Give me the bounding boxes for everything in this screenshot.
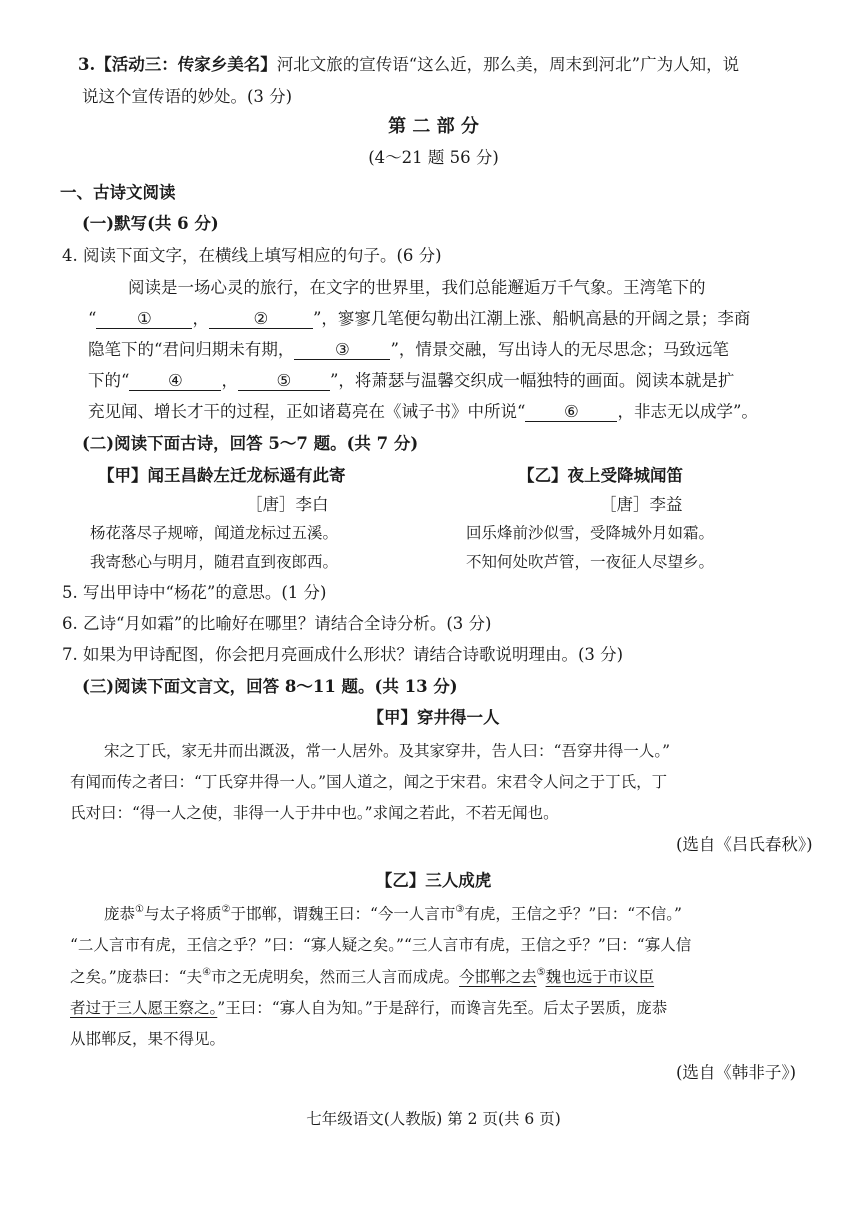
poem-a-author: ［唐］李白 [246,495,329,514]
text-a-source: (选自《吕氏春秋》) [676,835,813,854]
part2-subtitle: (4～21 题 56 分) [368,148,499,167]
blank-3[interactable]: ③ [294,339,390,360]
poem-b-line2: 不知何处吹芦管，一夜征人尽望乡。 [466,553,715,571]
q3-text: 河北文旅的宣传语“这么近，那么美，周末到河北”广为人知，说 [276,55,740,74]
q4-line4: 下的“ ④ ， ⑤ ”，将萧瑟与温馨交织成一幅独特的画面。阅读本就是扩 [88,371,735,390]
q6: 6. 乙诗“月如霜”的比喻好在哪里？请结合全诗分析。(3 分) [62,614,492,633]
poem-b-author: ［唐］李益 [600,495,683,514]
text-a-title: 【甲】穿井得一人 [367,708,500,727]
footnote-1: ① [135,904,144,915]
blank-1[interactable]: ① [96,308,192,329]
q7: 7. 如果为甲诗配图，你会把月亮画成什么形状？请结合诗歌说明理由。(3 分) [62,645,624,664]
sub3-title: (三)阅读下面文言文，回答 8～11 题。(共 13 分) [82,677,458,696]
q5: 5. 写出甲诗中“杨花”的意思。(1 分) [62,583,327,602]
blank-4[interactable]: ④ [129,370,221,391]
footnote-4: ④ [202,967,212,978]
q3-line2: 说这个宣传语的妙处。(3 分) [82,87,293,106]
underlined-sentence-part3: 者过于三人愿王察之。 [70,999,218,1017]
text-b-line5: 从邯郸反，果不得见。 [70,1030,226,1048]
text-a-line2: 有闻而传之者曰：“丁氏穿井得一人。”国人道之，闻之于宋君。宋君令人问之于丁氏，丁 [70,773,668,791]
blank-5[interactable]: ⑤ [238,370,330,391]
text-b-line4: 者过于三人愿王察之。”王曰：“寡人自为知。”于是辞行，而谗言先至。后太子罢质，庞恭 [70,999,668,1017]
q4-line3: 隐笔下的“君问归期未有期， ③ ”，情景交融，写出诗人的无尽思念；马致远笔 [88,340,729,359]
footnote-3: ③ [455,904,465,915]
poem-a-line1: 杨花落尽子规啼，闻道龙标过五溪。 [90,524,339,542]
q3-line1 [78,54,739,76]
text-b-source: (选自《韩非子》) [676,1063,797,1082]
page-footer: 七年级语文(人教版) 第 2 页(共 6 页) [306,1110,561,1128]
text-b-title: 【乙】三人成虎 [375,871,492,890]
poem-a-title: 【甲】闻王昌龄左迁龙标遥有此寄 [98,466,346,485]
underlined-sentence-part2: 魏也远于市议臣 [545,968,655,986]
text-b-line2: “二人言市有虎，王信之乎？”曰：“寡人疑之矣。”“三人言市有虎，王信之乎？”曰：“寡人信 [70,936,692,954]
text-a-line3: 氏对曰：“得一人之使，非得一人于井中也。”求闻之若此，不若无闻也。 [70,804,559,822]
sub2-title: (二)阅读下面古诗，回答 5～7 题。(共 7 分) [82,434,419,453]
text-b-line3: 之矣。”庞恭曰：“夫④市之无虎明矣，然而三人言而成虎。今邯郸之去⑤魏也远于市议臣 [70,967,655,986]
blank-6[interactable]: ⑥ [525,401,617,422]
poem-a-line2: 我寄愁心与明月，随君直到夜郎西。 [90,553,339,571]
q4-line5: 充见闻、增长才干的过程，正如诸葛亮在《诫子书》中所说“ ⑥ ，非志无以成学”。 [88,402,758,421]
activity-tag: 3.【活动三：传家乡美名】 [78,55,277,74]
text-b-line1: 庞恭①与太子将质②于邯郸，谓魏王曰：“今一人言市③有虎，王信之乎？”曰：“不信。” [104,904,682,923]
footnote-2: ② [221,904,231,915]
part2-title: 第 二 部 分 [388,116,479,137]
poem-b-title: 【乙】夜上受降城闻笛 [518,466,683,485]
poem-b-line1: 回乐烽前沙似雪，受降城外月如霜。 [466,524,715,542]
q4-stem: 4. 阅读下面文字，在横线上填写相应的句子。(6 分) [62,246,442,265]
footnote-5: ⑤ [536,967,546,978]
q4-line2: “ ① ， ② ”，寥寥几笔便勾勒出江潮上涨、船帆高悬的开阔之景；李商 [88,309,751,328]
underlined-sentence-part1: 今邯郸之去 [459,968,537,986]
blank-2[interactable]: ② [209,308,313,329]
section1-title: 一、古诗文阅读 [60,183,176,202]
sub1-title: (一)默写(共 6 分) [82,214,219,233]
q4-line1: 阅读是一场心灵的旅行，在文字的世界里，我们总能邂逅万千气象。王湾笔下的 [128,278,706,297]
text-a-line1: 宋之丁氏，家无井而出溉汲，常一人居外。及其家穿井，告人曰：“吾穿井得一人。” [104,742,671,760]
